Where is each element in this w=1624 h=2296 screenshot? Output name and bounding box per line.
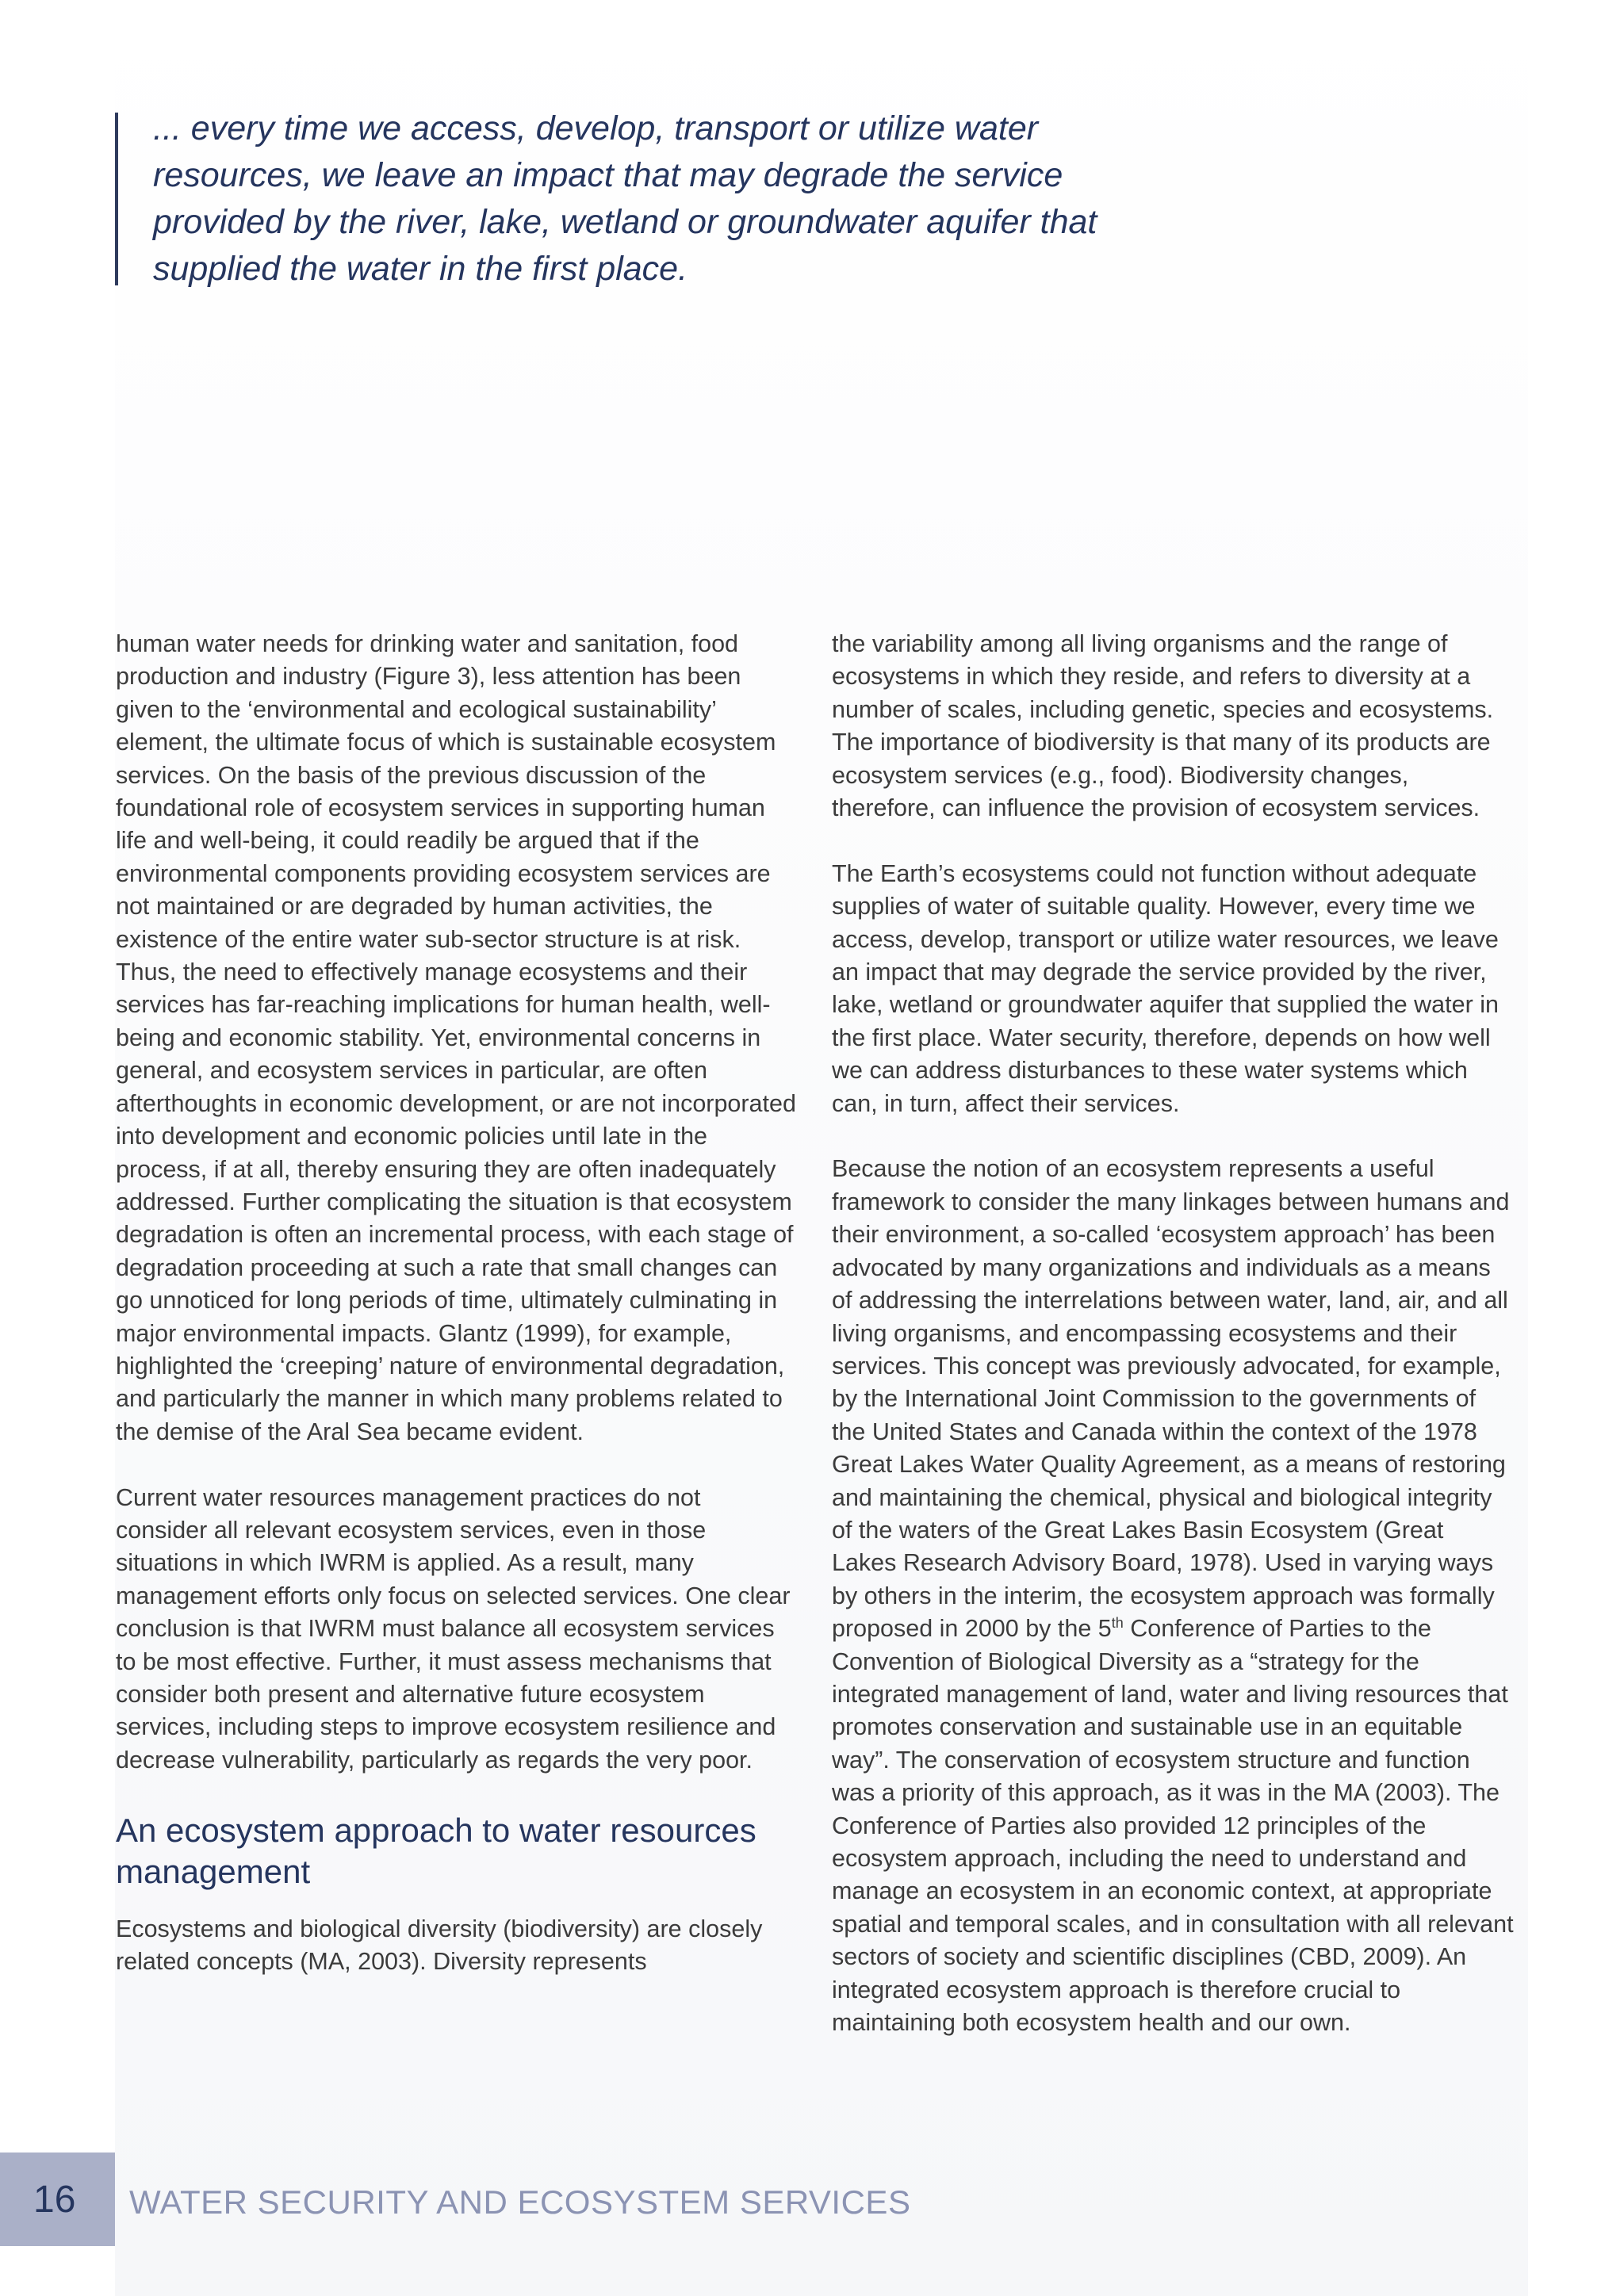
left-paragraph-3: Ecosystems and biological diversity (biodiversity) are closely related concepts (MA, 2003). Diversity represents: [116, 1915, 763, 1975]
right-column: [832, 628, 1514, 2039]
left-paragraph-1: human water needs for drinking water and sanitation, food production and industry (Figure 3), less attention has been given to the ‘environmental and ecological sustainability’ element, the ultimate focus of which is sustainable ecosystem services. On the basis of the previous discussion of the foundational role of ecosystem services in supporting human life and well-being, it could readily be argued that if the environmental components providing ecosystem services are not maintained or are degraded by human activities, the existence of the entire water sub-sector structure is at risk. Thus, the need to effectively manage ecosystems and their services has far-reaching implications for human health, well-being and economic stability. Yet, environmental concerns in general, and ecosystem services in particular, are often afterthoughts in economic development, or are not incorporated into development and economic policies until late in the process, if at all, thereby ensuring they are often inadequately addressed. Further complicating the situation is that ecosystem degradation is often an incremental process, with each stage of degradation proceeding at such a rate that small changes can go unnoticed for long periods of time, ultimately culminating in major environmental impacts. Glantz (1999), for example, highlighted the ‘creeping’ nature of environmental degradation, and particularly the manner in which many problems related to the demise of the Aral Sea became evident.: [116, 630, 796, 1445]
ordinal-superscript: th: [1111, 1615, 1124, 1631]
right-paragraph-2: The Earth’s ecosystems could not function without adequate supplies of water of suitable quality. However, every time we access, develop, transport or utilize water resources, we leave an impact that may degrade the service provided by the river, lake, wetland or groundwater aquifer that supplied the water in the first place. Water security, therefore, depends on how well we can address disturbances to these water systems which can, in turn, affect their services.: [832, 859, 1499, 1117]
left-paragraph-2: Current water resources management practices do not consider all relevant ecosystem services, even in those situations in which IWRM is applied. As a result, many management efforts only focus on selected services. One clear conclusion is that IWRM must balance all ecosystem services to be most effective. Further, it must assess mechanisms that consider both present and alternative future ecosystem services, including steps to improve ecosystem resilience and decrease vulnerability, particularly as regards the very poor.: [116, 1483, 791, 1774]
right-paragraph-1: the variability among all living organisms and the range of ecosystems in which they reside, and refers to diversity at a number of scales, including genetic, species and ecosystems. The importance of biodiversity is that many of its products are ecosystem services (e.g., food). Biodiversity changes, therefore, can influence the provision of ecosystem services.: [832, 630, 1494, 822]
page-number: 16: [33, 2179, 76, 2221]
right-paragraph-3-part-a: Because the notion of an ecosystem represents a useful framework to consider the many linkages between humans and their environment, a so-called ‘ecosystem approach’ has been advocated by many organizations and individuals as a means of addressing the interrelations between water, land, air, and all living organisms, and encompassing ecosystems and their services. This concept was previously advocated, for example, by the International Joint Commission to the governments of the United States and Canada within the context of the 1978 Great Lakes Water Quality Agreement, as a means of restoring and maintaining the chemical, physical and biological integrity of the waters of the Great Lakes Basin Ecosystem (Great Lakes Research Advisory Board, 1978). Used in varying ways by others in the interim, the ecosystem approach was formally proposed in 2000 by the 5: [832, 1155, 1510, 1643]
pull-quote: ... every time we access, develop, transport or utilize water resources, we leave an impact that may degrade the service provided by the river, lake, wetland or groundwater aquifer that supplied the water in the first place.: [153, 109, 1097, 288]
right-paragraph-3-part-b: Conference of Parties to the Convention of Biological Diversity as a “strategy for the integrated management of land, water and living resources that promotes conservation and sustainable use in an equitable way”. The conservation of ecosystem structure and function was a priority of this approach, as it was in the MA (2003). The Conference of Parties also provided 12 principles of the ecosystem approach, including the need to understand and manage an ecosystem in an economic context, at appropriate spatial and temporal scales, and in consultation with all relevant sectors of society and scientific disciplines (CBD, 2009). An integrated ecosystem approach is therefore crucial to maintaining both ecosystem health and our own.: [832, 1615, 1514, 2037]
running-footer-title: WATER SECURITY AND ECOSYSTEM SERVICES: [129, 2183, 911, 2221]
right-paragraph-3: [832, 1153, 1514, 2039]
section-heading: An ecosystem approach to water resources management: [116, 1811, 756, 1890]
left-column: [116, 628, 798, 1978]
pull-quote-bar: [115, 113, 118, 285]
